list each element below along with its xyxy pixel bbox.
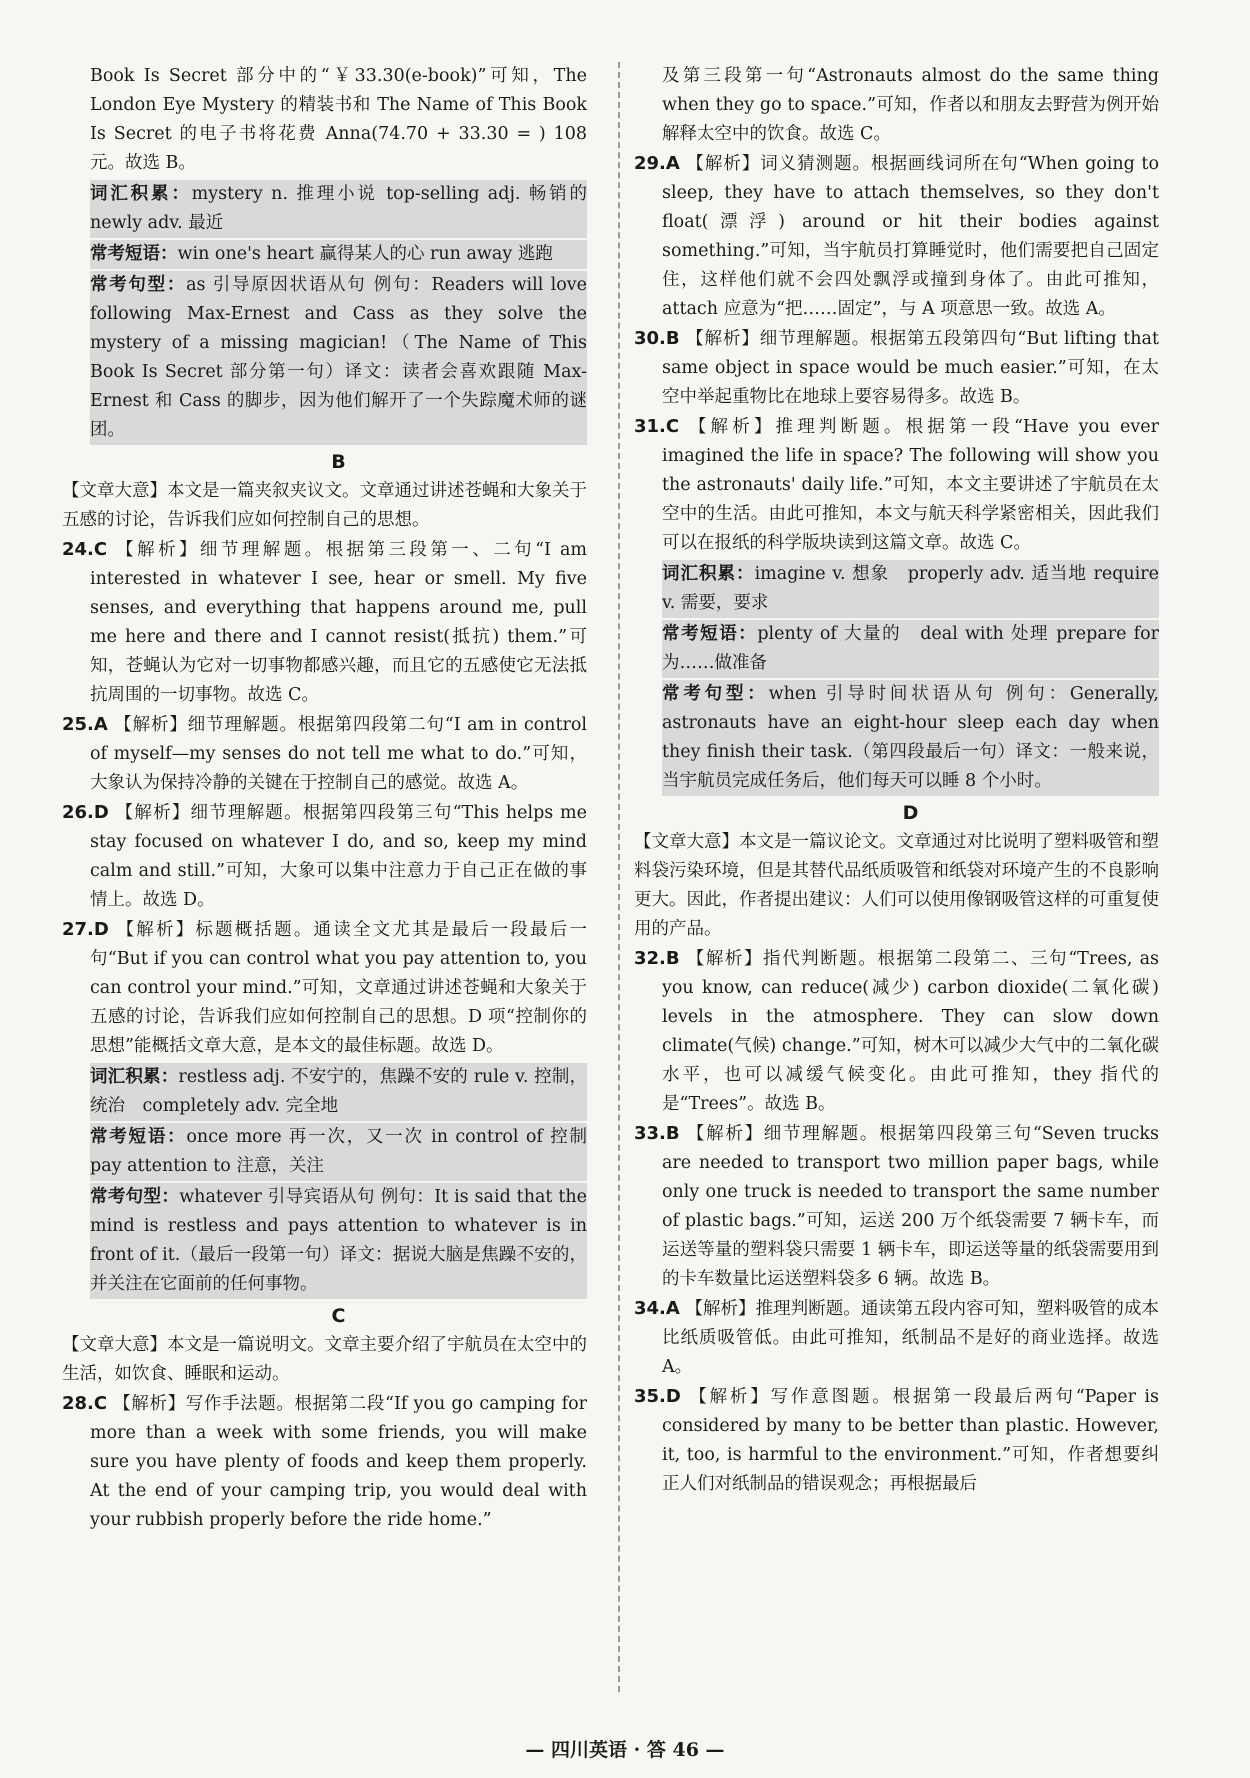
right-column: [634, 62, 1160, 1499]
column-divider: [618, 62, 620, 1692]
box-heading: 常考短语：: [90, 1127, 187, 1147]
question-explanation: [62, 915, 587, 1061]
sentence-box: [90, 1183, 587, 1299]
paragraph: 及第三段第一句“Astronauts almost do the same thing when they go to space.”可知，作者以和朋友去野营为例开始解释太空中的饮食。故选 C。: [662, 66, 1159, 144]
answer-number: 25.A: [62, 714, 108, 735]
explanation-text: 【解析】细节理解题。根据第四段第三句“Seven trucks are needed to transport two million paper bags, while only one truck is needed to transport the same number of plastic bags.”可知，运送 200 万个纸袋需要 7 辆卡车，而运送等量的塑料袋只需要 1 辆卡车，即运送等量的纸袋需要用到的卡车数量比运送塑料袋多 6 辆。故选 B。: [662, 1124, 1159, 1289]
box-text: restless adj. 不安宁的，焦躁不安的 rule v. 控制，统治 completely adv. 完全地: [90, 1067, 587, 1116]
answer-number: 29.A: [634, 153, 680, 174]
question-explanation: [634, 149, 1159, 324]
box-text: as 引导原因状语从句 例句：Readers will love following Max-Ernest and Cass as they solve the mystery of a missing magician!（The Name of This Book Is Secret 部分第一句）译文：读者会喜欢跟随 Max-Ernest 和 Cass 的脚步，因为他们解开了一个失踪魔术师的谜团。: [90, 275, 587, 440]
box-text: when 引导时间状语从句 例句：Generally, astronauts have an eight-hour sleep each day when they finish their task.（第四段最后一句）译文：一般来说，当宇航员完成任务后，他们每天可以睡 8 个小时。: [662, 684, 1159, 791]
question-explanation: [634, 1382, 1159, 1499]
box-heading: 常考短语：: [662, 624, 758, 644]
explanation-text: 【解析】推理判断题。根据第一段“Have you ever imagined the life in space? The following will show you the astronauts' daily life.”可知，本文主要讲述了宇航员在太空中的生活。由此可推知，本文与航天科学紧密相关，因此我们可以在报纸的科学版块读到这篇文章。故选 C。: [662, 417, 1159, 553]
vocab-box: [90, 1063, 587, 1121]
answer-number: 27.D: [62, 919, 109, 940]
box-heading: 常考句型：: [90, 275, 187, 295]
section-heading: D: [902, 802, 919, 824]
explanation-text: 【解析】细节理解题。根据第三段第一、二句“I am interested in whatever I see, hear or smell. My five senses, and everything that happens around me, pull me here and there and I cannot resist(抵抗) them.”可知，苍蝇认为它对一切事物都感兴趣，而且它的五感使它无法抵抗周围的一切事物。故选 C。: [90, 540, 587, 705]
answer-number: 26.D: [62, 802, 109, 823]
sentence-box: [662, 680, 1159, 796]
box-text: mystery n. 推理小说 top-selling adj. 畅销的 newly adv. 最近: [90, 184, 605, 233]
question-explanation: [62, 535, 587, 710]
article-summary: 【文章大意】本文是一篇说明文。文章主要介绍了宇航员在太空中的生活，如饮食、睡眠和运动。: [62, 1335, 587, 1384]
answer-number: 30.B: [634, 328, 680, 349]
phrase-box: [90, 240, 587, 269]
box-text: whatever 引导宾语从句 例句：It is said that the mind is restless and pays attention to whatever is in front of it.（最后一段第一句）译文：据说大脑是焦躁不安的，并关注在它面前的任何事物。: [90, 1187, 587, 1294]
question-explanation: [634, 1294, 1159, 1382]
phrase-box: [662, 620, 1159, 678]
question-explanation: [634, 324, 1159, 412]
section-heading: B: [331, 451, 346, 473]
answer-number: 35.D: [634, 1386, 681, 1407]
box-heading: 词汇积累：: [662, 564, 755, 584]
box-heading: 词汇积累：: [90, 184, 192, 204]
left-column: [62, 62, 605, 1535]
question-explanation: [62, 798, 587, 915]
question-explanation: [62, 710, 587, 798]
phrase-box: [90, 1123, 605, 1181]
answer-number: 34.A: [634, 1298, 680, 1319]
box-text: plenty of 大量的 deal with 处理 prepare for 为……做准备: [662, 624, 1160, 673]
box-text: imagine v. 想象 properly adv. 适当地 require v. 需要，要求: [662, 564, 1159, 613]
box-heading: 常考句型：: [662, 684, 769, 704]
answer-number: 28.C: [62, 1393, 108, 1414]
answer-number: 31.C: [634, 416, 680, 437]
box-text: win one's heart 赢得某人的心 run away 逃跑: [177, 244, 553, 264]
paragraph: Book Is Secret 部分中的“￥33.30(e-book)”可知，The London Eye Mystery 的精装书和 The Name of This Book Is Secret 的电子书将花费 Anna(74.70 + 33.30 = ) 108 元。故选 B。: [90, 66, 587, 173]
article-summary: 【文章大意】本文是一篇议论文。文章通过对比说明了塑料吸管和塑料袋污染环境，但是其替代品纸质吸管和纸袋对环境产生的不良影响更大。因此，作者提出建议：人们可以使用像钢吸管这样的可重复使用的产品。: [634, 832, 1159, 939]
explanation-text: 【解析】推理判断题。通读第五段内容可知，塑料吸管的成本比纸质吸管低。由此可推知，纸制品不是好的商业选择。故选 A。: [662, 1299, 1159, 1377]
explanation-text: 【解析】写作手法题。根据第二段“If you go camping for more than a week with some friends, you will make sure you have plenty of foods and keep them properly. At the end of your camping trip, you would deal with your rubbish properly before the ride home.”: [90, 1394, 587, 1530]
explanation-text: 【解析】细节理解题。根据第四段第三句“This helps me stay focused on whatever I do, and so, keep my mind calm and still.”可知，大象可以集中注意力于自己正在做的事情上。故选 D。: [90, 803, 587, 910]
vocab-box: [90, 180, 605, 238]
explanation-text: 【解析】写作意图题。根据第一段最后两句“Paper is considered by many to be better than plastic. However, it, too, is harmful to the environment.”可知，作者想要纠正人们对纸制品的错误观念；再根据最后: [662, 1387, 1159, 1494]
explanation-text: 【解析】细节理解题。根据第五段第四句“But lifting that same object in space would be much easier.”可知，在太空中举起重物比在地球上要容易得多。故选 B。: [662, 329, 1159, 407]
answer-number: 24.C: [62, 539, 108, 560]
article-summary: 【文章大意】本文是一篇夹叙夹议文。文章通过讲述苍蝇和大象关于五感的讨论，告诉我们应如何控制自己的思想。: [62, 481, 587, 530]
explanation-text: 【解析】词义猜测题。根据画线词所在句“When going to sleep, they have to attach themselves, so they don't float(漂浮) around or hit their bodies against something.”可知，当宇航员打算睡觉时，他们需要把自己固定住，这样他们就不会四处飘浮或撞到身体了。由此可推知，attach 应意为“把……固定”，与 A 项意思一致。故选 A。: [662, 154, 1159, 319]
box-heading: 常考短语：: [90, 244, 178, 264]
question-explanation: [634, 944, 1159, 1119]
explanation-text: 【解析】标题概括题。通读全文尤其是最后一段最后一句“But if you can control what you pay attention to, you can control your mind.”可知，文章通过讲述苍蝇和大象关于五感的讨论，告诉我们应如何控制自己的思想。D 项“控制你的思想”能概括文章大意，是本文的最佳标题。故选 D。: [90, 920, 587, 1056]
answer-number: 33.B: [634, 1123, 680, 1144]
vocab-box: [662, 560, 1159, 618]
sentence-box: [90, 271, 587, 445]
box-text: once more 再一次，又一次 in control of 控制 pay attention to 注意，关注: [90, 1127, 605, 1176]
explanation-text: 【解析】细节理解题。根据第四段第二句“I am in control of myself—my senses do not tell me what to do.”可知，大象认为保持冷静的关键在于控制自己的感觉。故选 A。: [90, 715, 587, 793]
answer-number: 32.B: [634, 948, 680, 969]
question-explanation: [634, 1119, 1159, 1294]
question-explanation: [62, 1389, 587, 1535]
page-footer: — 四川英语 · 答 46 —: [525, 1739, 725, 1761]
box-heading: 词汇积累：: [90, 1067, 179, 1087]
explanation-text: 【解析】指代判断题。根据第二段第二、三句“Trees, as you know, can reduce(减少) carbon dioxide(二氧化碳) levels in the atmosphere. They can slow down climate(气候) change.”可知，树木可以减少大气中的二氧化碳水平，也可以减缓气候变化。由此可推知，they 指代的是“Trees”。故选 B。: [662, 949, 1159, 1114]
box-heading: 常考句型：: [90, 1187, 180, 1207]
question-explanation: [634, 412, 1159, 558]
section-heading: C: [331, 1305, 346, 1327]
